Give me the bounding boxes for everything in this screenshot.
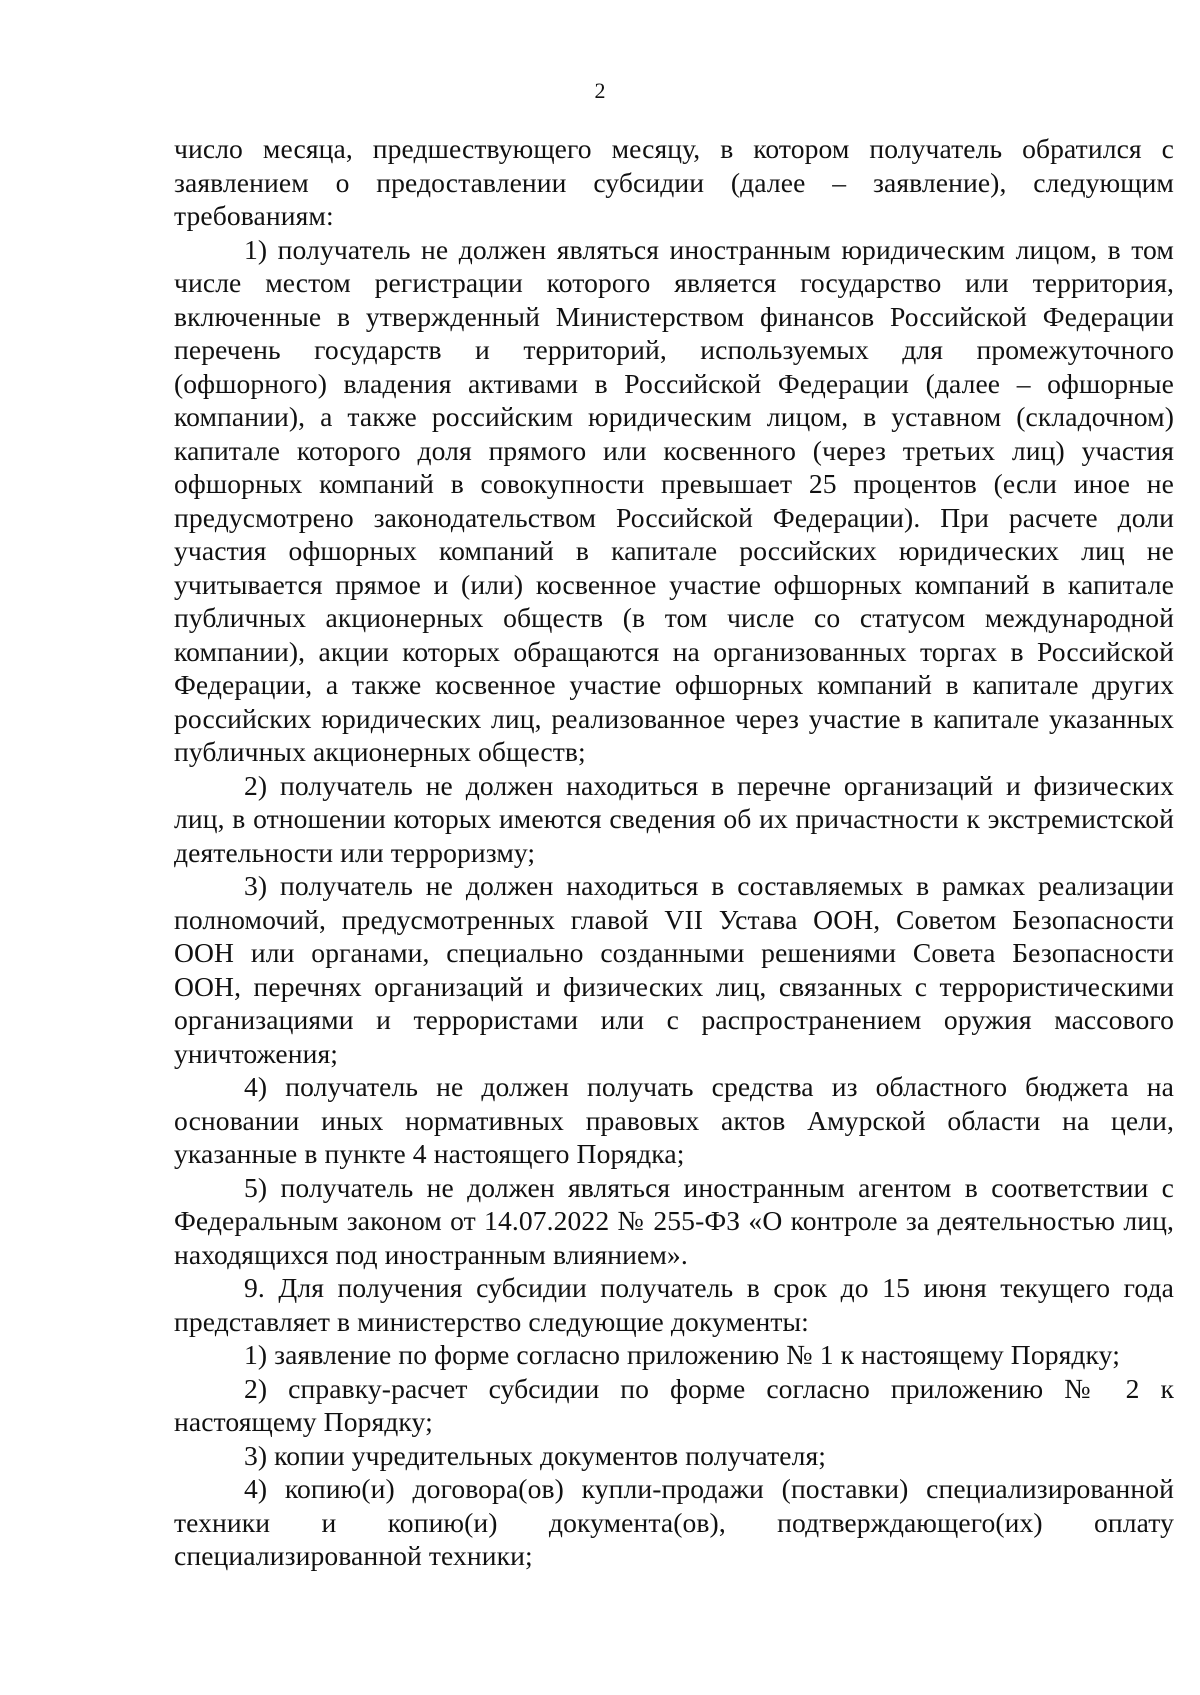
- document-body: [174, 132, 1174, 1573]
- paragraph-intro: число месяца, предшествующего месяцу, в котором получатель обратился с заявлением о предоставлении субсидии (далее – заявление), следующим требованиям:: [174, 133, 1174, 231]
- paragraph-item-4: 4) получатель не должен получать средства из областного бюджета на основании иных нормативных правовых актов Амурской области на цели, указанные в пункте 4 настоящего Порядка;: [174, 1071, 1174, 1169]
- paragraph-doc-3: 3) копии учредительных документов получателя;: [244, 1439, 827, 1471]
- paragraph-doc-1: 1) заявление по форме согласно приложению № 1 к настоящему Порядку;: [244, 1339, 1120, 1370]
- paragraph-item-2: 2) получатель не должен находиться в перечне организаций и физических лиц, в отношении которых имеются сведения об их причастности к экстремистской деятельности или терроризму;: [174, 769, 1174, 868]
- paragraph-item-1: 1) получатель не должен являться иностранным юридическим лицом, в том числе местом регистрации которого является государство или территория, включенные в утвержденный Министерством финансов Российской Федерации перечень государств и территорий, используемых для промежуточного (офшорного) владения активами в Российской Федерации (далее – офшорные компании), а также российским юридическим лицом, в уставном (складочном) капитале которого доля прямого или косвенного (через третьих лиц) участия офшорных компаний в совокупности превышает 25 процентов (если иное не предусмотрено законодательством Российской Федерации). При расчете доли участия офшорных компаний в капитале российских юридических лиц не учитывается прямое и (или) косвенное участие офшорных компаний в капитале публичных акционерных обществ (в том числе со статусом международной компании), акции которых обращаются на организованных торгах в Российской Федерации, а также косвенное участие офшорных компаний в капитале других российских юридических лиц, реализованное через участие в капитале указанных публичных акционерных обществ;: [174, 233, 1174, 767]
- page-number: 2: [594, 78, 606, 103]
- paragraph-item-5: 5) получатель не должен являться иностранным агентом в соответствии с Федеральным законом от 14.07.2022 № 255-ФЗ «О контроле за деятельностью лиц, находящихся под иностранным влиянием».: [174, 1171, 1174, 1270]
- paragraph-doc-4: 4) копию(и) договора(ов) купли-продажи (поставки) специализированной техники и копию(и) документа(ов), подтверждающего(их) оплату специализированной техники;: [174, 1473, 1174, 1571]
- paragraph-item-3: 3) получатель не должен находиться в составляемых в рамках реализации полномочий, предусмотренных главой VII Устава ООН, Советом Безопасности ООН или органами, специально созданными решениями Совета Безопасности ООН, перечнях организаций и физических лиц, связанных с террористическими организациями и террористами или с распространением оружия массового уничтожения;: [174, 870, 1174, 1069]
- paragraph-section-9: 9. Для получения субсидии получатель в срок до 15 июня текущего года представляет в министерство следующие документы:: [174, 1272, 1174, 1337]
- paragraph-doc-2: 2) справку-расчет субсидии по форме согласно приложению № 2 к настоящему Порядку;: [174, 1372, 1174, 1437]
